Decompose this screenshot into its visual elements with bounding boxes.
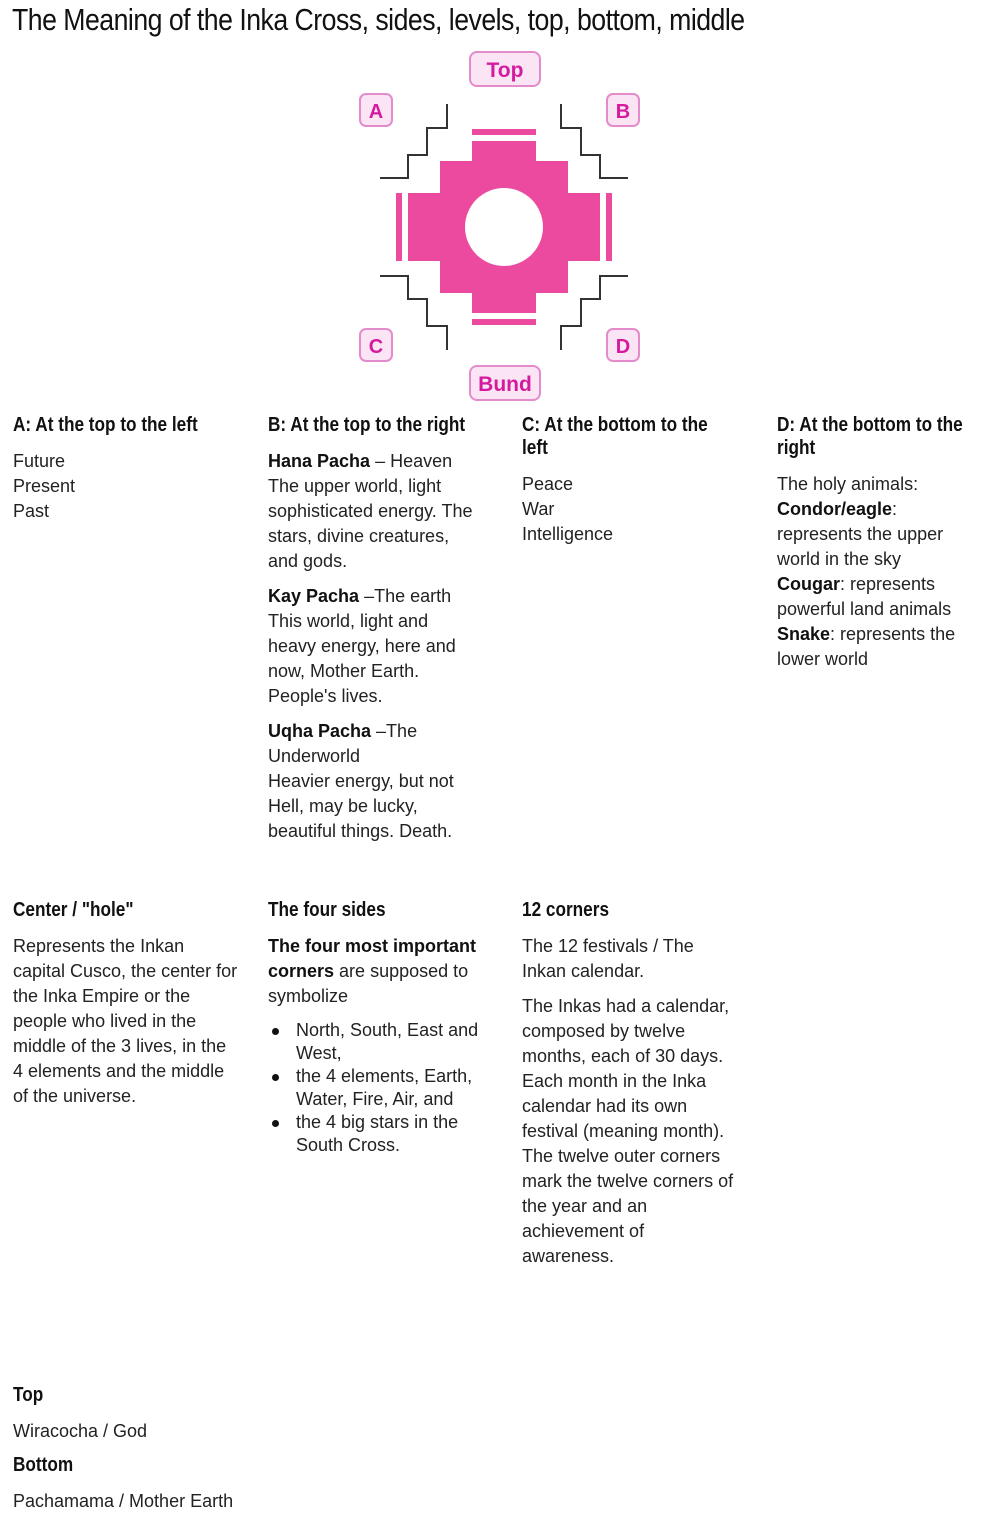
cougar-entry xyxy=(777,572,987,622)
holy-animals-intro: The holy animals: xyxy=(777,474,919,494)
uqha-pacha-name: Uqha Pacha xyxy=(268,721,372,741)
column-c-line: Intelligence xyxy=(522,524,614,544)
uqha-pacha-subtitle: –The Underworld xyxy=(268,721,418,766)
condor-name: Condor/eagle xyxy=(777,499,893,519)
bottom-text: Pachamama / Mother Earth xyxy=(13,1491,234,1511)
uqha-pacha-description: Heavier energy, but not Hell, may be lucky, beautiful things. Death. xyxy=(268,771,454,841)
column-c xyxy=(522,414,742,547)
label-bottom-badge xyxy=(470,366,540,400)
snake-name: Snake xyxy=(777,624,831,644)
four-sides-intro-bold: The four most important corners xyxy=(268,936,476,981)
column-a-line: Past xyxy=(13,501,50,521)
center-description: Represents the Inkan capital Cusco, the center for the Inka Empire or the people who lived in the middle of the 3 lives, in the 4 elements and the middle of the universe. xyxy=(13,936,238,1106)
column-c-line: War xyxy=(522,499,555,519)
label-bottom: Bund xyxy=(478,373,532,396)
list-item: the 4 elements, Earth, Water, Fire, Air, and xyxy=(296,1065,490,1111)
twelve-corners-description: The Inkas had a calendar, composed by twelve months, each of 30 days. Each month in the Inka calendar had its own festival (meaning month). The twelve outer corners mark the twelve corners of the year and an achievement of awareness. xyxy=(522,996,734,1266)
column-a xyxy=(13,414,243,524)
column-c-line: Peace xyxy=(522,474,574,494)
list-item: the 4 big stars in the South Cross. xyxy=(296,1111,490,1157)
four-sides-list xyxy=(268,1019,490,1157)
condor-entry xyxy=(777,497,987,572)
four-sides-intro-text: are supposed to symbolize xyxy=(268,961,469,1006)
cross-bar-right xyxy=(606,193,612,261)
snake-description: : represents the lower world xyxy=(777,624,956,669)
label-c-badge xyxy=(360,329,392,361)
center-section xyxy=(13,899,238,1109)
column-d xyxy=(777,414,987,672)
chakana-cross xyxy=(396,129,612,325)
top-text: Wiracocha / God xyxy=(13,1421,148,1441)
label-b: B xyxy=(615,101,631,123)
cougar-description: : represents powerful land animals xyxy=(777,574,952,619)
kay-pacha-subtitle: –The earth xyxy=(359,586,452,606)
cross-bar-bottom xyxy=(472,319,536,325)
four-sides-section xyxy=(268,899,490,1157)
label-top: Top xyxy=(486,59,524,82)
label-d: D xyxy=(615,336,631,358)
cross-bar-top xyxy=(472,129,536,135)
column-b-heading: B: At the top to the right xyxy=(268,414,466,436)
column-a-heading: A: At the top to the left xyxy=(13,414,198,436)
center-heading: Center / "hole" xyxy=(13,899,134,921)
top-bottom-section xyxy=(13,1384,413,1514)
label-d-badge xyxy=(607,329,639,361)
kay-pacha-name: Kay Pacha xyxy=(268,586,360,606)
twelve-corners-intro: The 12 festivals / The Inkan calendar. xyxy=(522,936,694,981)
hana-pacha-title xyxy=(268,449,480,474)
top-heading: Top xyxy=(13,1384,44,1406)
kay-pacha-description: This world, light and heavy energy, here and now, Mother Earth. People's lives. xyxy=(268,611,456,706)
condor-description: : represents the upper world in the sky xyxy=(777,499,944,569)
uqha-pacha-title xyxy=(268,719,480,769)
label-c: C xyxy=(368,336,384,358)
cross-shape xyxy=(408,141,600,313)
label-a-badge xyxy=(360,94,392,126)
column-b xyxy=(268,414,480,844)
four-sides-intro xyxy=(268,934,490,1009)
cross-bar-left xyxy=(396,193,402,261)
twelve-corners-heading: 12 corners xyxy=(522,899,610,921)
label-b-badge xyxy=(607,94,639,126)
bottom-heading: Bottom xyxy=(13,1454,74,1476)
column-a-line: Future xyxy=(13,451,66,471)
four-sides-heading: The four sides xyxy=(268,899,386,921)
kay-pacha-title xyxy=(268,584,480,609)
list-item: North, South, East and West, xyxy=(296,1019,490,1065)
page-title: The Meaning of the Inka Cross, sides, levels, top, bottom, middle xyxy=(12,2,745,37)
inka-cross-diagram xyxy=(0,0,1000,410)
hana-pacha-description: The upper world, light sophisticated energy. The stars, divine creatures, and gods. xyxy=(268,476,473,571)
column-c-heading: C: At the bottom to the left xyxy=(522,414,708,459)
hana-pacha-name: Hana Pacha xyxy=(268,451,371,471)
twelve-corners-section xyxy=(522,899,740,1269)
hana-pacha-subtitle: – Heaven xyxy=(370,451,453,471)
snake-entry xyxy=(777,622,987,672)
label-a: A xyxy=(368,101,384,123)
label-top-badge xyxy=(470,52,540,86)
column-d-heading: D: At the bottom to the right xyxy=(777,414,963,459)
cougar-name: Cougar xyxy=(777,574,840,594)
column-a-line: Present xyxy=(13,476,76,496)
